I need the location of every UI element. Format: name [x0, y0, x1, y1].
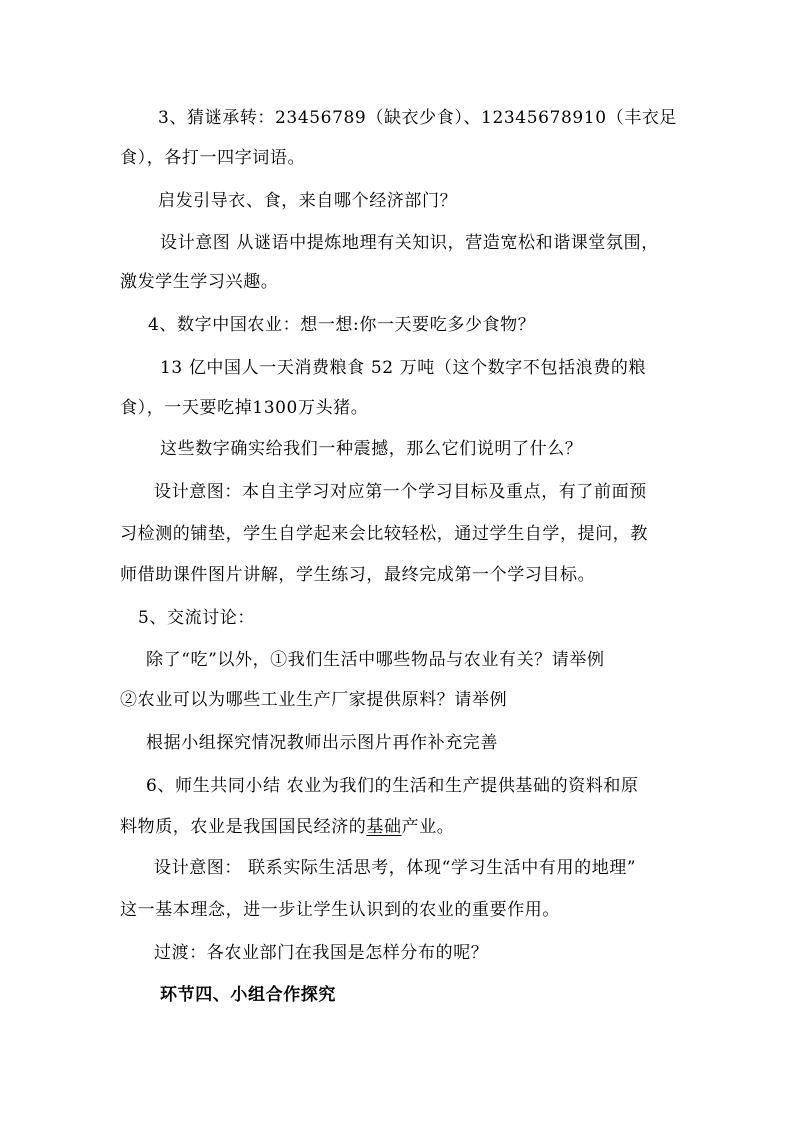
summary-line1: 6、师生共同小结 农业为我们的生活和生产提供基础的资料和原 — [146, 776, 639, 796]
grain-consumption-line1: 13 亿中国人一天消费粮食 52 万吨（这个数字不包括浪费的粮 — [160, 358, 647, 378]
design-intent-1-line2: 激发学生学习兴趣。 — [120, 272, 279, 292]
summary-line2-start: 料物质，农业是我国国民经济的 — [120, 817, 367, 837]
teacher-supplement: 根据小组探究情况教师出示图片再作补充完善 — [146, 733, 498, 753]
summary-line2 — [120, 815, 454, 839]
section-heading-step4: 环节四、小组合作探究 — [160, 985, 336, 1005]
grain-consumption-line2: 食），一天要吃掉1300万头猪。 — [120, 398, 369, 418]
design-intent-2-line2: 习检测的铺垫，学生自学起来会比较轻松，通过学生自学，提问，教 — [120, 524, 648, 544]
riddle-paragraph-line1: 3、猜谜承转：23456789（缺衣少食）、12345678910（丰衣足 — [158, 108, 678, 128]
discussion-question-2: ②农业可以为哪些工业生产厂家提供原料？请举例 — [120, 690, 508, 710]
section-5-heading: 5、交流讨论： — [138, 608, 256, 628]
design-intent-3-line1: 设计意图： 联系实际生活思考，体现“学习生活中有用的地理” — [154, 858, 637, 878]
numbers-question: 这些数字确实给我们一种震撼，那么它们说明了什么？ — [160, 439, 583, 459]
discussion-question-1: 除了“吃”以外，①我们生活中哪些物品与农业有关？请举例 — [146, 650, 605, 670]
design-intent-1-line1: 设计意图 从谜语中提炼地理有关知识，营造宽松和谐课堂氛围， — [160, 233, 659, 253]
riddle-paragraph-line2: 食），各打一四字词语。 — [120, 148, 306, 168]
underlined-keyword: 基础 — [366, 817, 402, 837]
design-intent-2-line3: 师借助课件图片讲解，学生练习，最终完成第一个学习目标。 — [120, 565, 596, 585]
guide-question: 启发引导衣、食，来自哪个经济部门？ — [158, 191, 458, 211]
design-intent-3-line2: 这一基本理念，进一步让学生认识到的农业的重要作用。 — [120, 900, 560, 920]
design-intent-2-line1: 设计意图：本自主学习对应第一个学习目标及重点，有了前面预 — [154, 482, 647, 502]
summary-line2-end: 产业。 — [401, 817, 455, 837]
transition-question: 过渡：各农业部门在我国是怎样分布的呢？ — [154, 943, 489, 963]
section-4-heading: 4、数字中国农业：想一想:你一天要吃多少食物？ — [148, 315, 536, 335]
